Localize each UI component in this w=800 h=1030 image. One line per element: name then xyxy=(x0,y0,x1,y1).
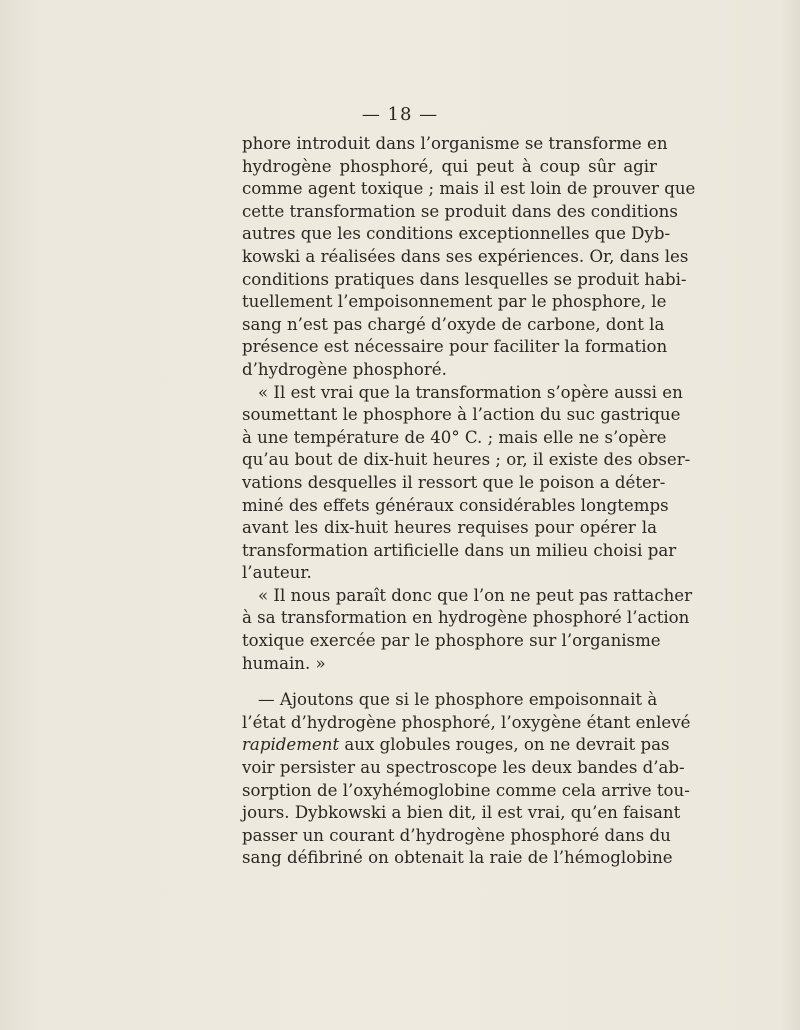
text-line: soumettant le phosphore à l’action du suc gastrique xyxy=(242,405,681,425)
text-line: conditions pratiques dans lesquelles se produit habi- xyxy=(242,269,687,289)
text-line: hydrogène phosphoré, qui peut à coup sûr agir xyxy=(242,156,657,176)
text-line: « Il est vrai que la transformation s’opère aussi en xyxy=(258,382,683,402)
paragraph-gap xyxy=(242,675,657,689)
text-fragment: aux globules rouges, on ne devrait pas xyxy=(344,735,670,755)
text-line: phore introduit dans l’organisme se transforme en xyxy=(242,134,668,153)
text-line: comme agent toxique ; mais il est loin de prouver que xyxy=(242,179,696,199)
text-line: d’hydrogène phosphoré. xyxy=(242,359,447,379)
text-line: passer un courant d’hydrogène phosphoré dans du xyxy=(242,825,671,845)
text-line: présence est nécessaire pour faciliter la formation xyxy=(242,337,668,357)
text-line: cette transformation se produit dans des conditions xyxy=(242,201,678,221)
text-line: transformation artificielle dans un milieu choisi par xyxy=(242,540,677,560)
body-text xyxy=(242,133,696,870)
text-line: toxique exercée par le phosphore sur l’organisme xyxy=(242,631,661,651)
text-line: vations desquelles il ressort que le poison a déter- xyxy=(242,472,666,492)
text-line: — Ajoutons que si le phosphore empoisonnait à xyxy=(258,690,658,710)
text-line: kowski a réalisées dans ses expériences. Or, dans les xyxy=(242,246,689,266)
paragraph xyxy=(242,382,691,585)
text-line-with-emphasis xyxy=(242,734,670,757)
text-line: humain. » xyxy=(242,653,326,673)
paragraph xyxy=(242,689,691,870)
page-number: — 18 — xyxy=(361,104,439,125)
text-line: avant les dix-huit heures requises pour opérer la xyxy=(242,518,657,538)
text-line: qu’au bout de dix-huit heures ; or, il existe des obser- xyxy=(242,450,691,470)
text-line: sorption de l’oxyhémoglobine comme cela arrive tou- xyxy=(242,780,690,800)
text-line: à sa transformation en hydrogène phosphoré l’action xyxy=(242,608,690,628)
paragraph xyxy=(242,585,693,675)
text-line: jours. Dybkowski a bien dit, il est vrai, qu’en faisant xyxy=(242,803,681,823)
text-line: autres que les conditions exceptionnelles que Dyb- xyxy=(242,224,671,244)
emphasis-word: rapidement xyxy=(242,735,340,755)
text-line: miné des effets généraux considérables longtemps xyxy=(242,495,669,515)
text-line: tuellement l’empoisonnement par le phosphore, le xyxy=(242,292,667,312)
text-line: l’état d’hydrogène phosphoré, l’oxygène étant enlevé xyxy=(242,712,691,732)
text-line: « Il nous paraît donc que l’on ne peut pas rattacher xyxy=(258,585,693,605)
text-line: sang n’est pas chargé d’oxyde de carbone, dont la xyxy=(242,314,665,334)
paragraph xyxy=(242,133,696,382)
text-line: sang défibriné on obtenait la raie de l’hémoglobine xyxy=(242,848,673,868)
text-line: voir persister au spectroscope les deux bandes d’ab- xyxy=(242,758,685,778)
text-line: l’auteur. xyxy=(242,563,312,583)
text-line: à une température de 40° C. ; mais elle ne s’opère xyxy=(242,427,667,447)
